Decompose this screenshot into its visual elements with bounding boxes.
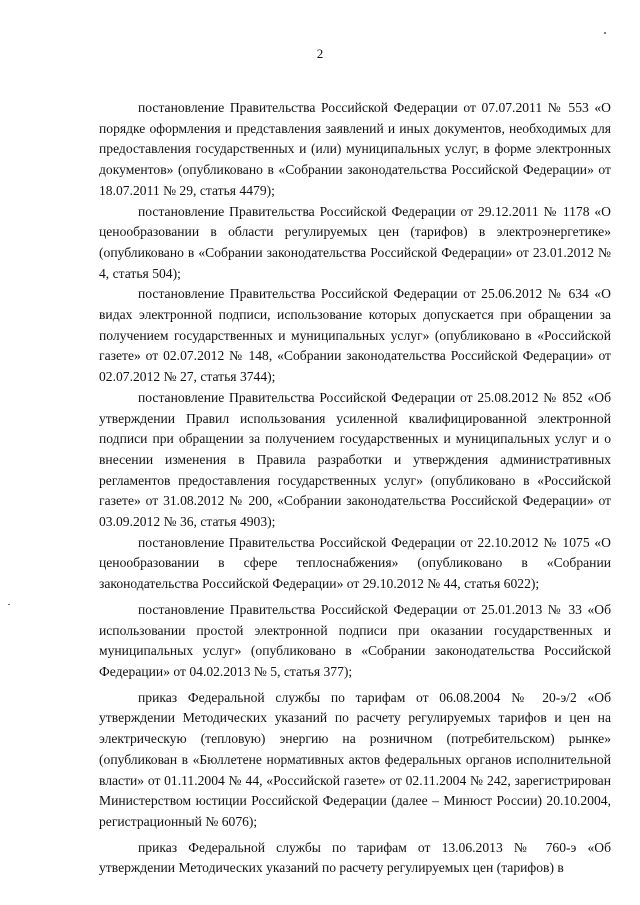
scan-mark-left-margin	[8, 604, 10, 605]
paragraph-1: постановление Правительства Российской Федерации от 07.07.2011 № 553 «О порядке оформления и представления заявлений и иных документов, необходимых для предоставления государственных и (или) муниципальных услуг, в форме электронных документов» (опубликовано в «Собрании законодательства Российской Федерации» от 18.07.2011 № 29, статья 4479);	[99, 100, 611, 198]
paragraph-3: постановление Правительства Российской Федерации от 25.06.2012 № 634 «О видах электронной подписи, использование которых допускается при обращении за получением государственных и муниципальных услуг» (опубликовано в «Российской газете» от 02.07.2012 № 148, «Собрании законодательства Российской Федерации» от 02.07.2012 № 27, статья 3744);	[99, 286, 611, 385]
paragraph-6: постановление Правительства Российской Федерации от 25.01.2013 № 33 «Об использовании простой электронной подписи при оказании государственных и муниципальных услуг» (опубликовано в «Собрании законодательства Российской Федерации» от 04.02.2013 № 5, статья 377);	[99, 601, 611, 679]
paragraph-4: постановление Правительства Российской Федерации от 25.08.2012 № 852 «Об утверждении Правил использования усиленной квалифицированной электронной подписи при обращении за получением государственных и муниципальных услуг и о внесении изменения в Правила разработки и утверждения административных регламентов предоставления государственных услуг» (опубликовано в «Российской газете» от 31.08.2012 № 200, «Собрании законодательства Российской Федерации» от 03.09.2012 № 36, статья 4903);	[99, 389, 611, 530]
paragraph-5: постановление Правительства Российской Федерации от 22.10.2012 № 1075 «О ценообразовании в сфере теплоснабжения» (опубликовано в «Собрании законодательства Российской Федерации» от 29.10.2012 № 44, статья 6022);	[99, 534, 611, 592]
paragraph-7: приказ Федеральной службы по тарифам от 06.08.2004 № 20-э/2 «Об утверждении Методических указаний по расчету регулируемых тарифов и цен на электрическую (тепловую) энергию на розничном (потребительском) рынке» (опубликован в «Бюллетене нормативных актов федеральных органов исполнительной власти» от 01.11.2004 № 44, «Российской газете» от 02.11.2004 № 242, зарегистрирован Министерством юстиции Российской Федерации (далее – Минюст России) 20.10.2004, регистрационный № 6076);	[99, 689, 611, 829]
paragraph-2: постановление Правительства Российской Федерации от 29.12.2011 № 1178 «О ценообразовании в области регулируемых цен (тарифов) в электроэнергетике» (опубликовано в «Собрании законодательства Российской Федерации» от 23.01.2012 № 4, статья 504);	[99, 203, 611, 281]
scan-mark-top-right	[604, 32, 606, 34]
paragraph-8: приказ Федеральной службы по тарифам от 13.06.2013 № 760-э «Об утверждении Методических указаний по расчету регулируемых цен (тарифов) в	[99, 839, 611, 876]
page-number: 2	[316, 46, 324, 61]
document-body	[99, 98, 611, 879]
